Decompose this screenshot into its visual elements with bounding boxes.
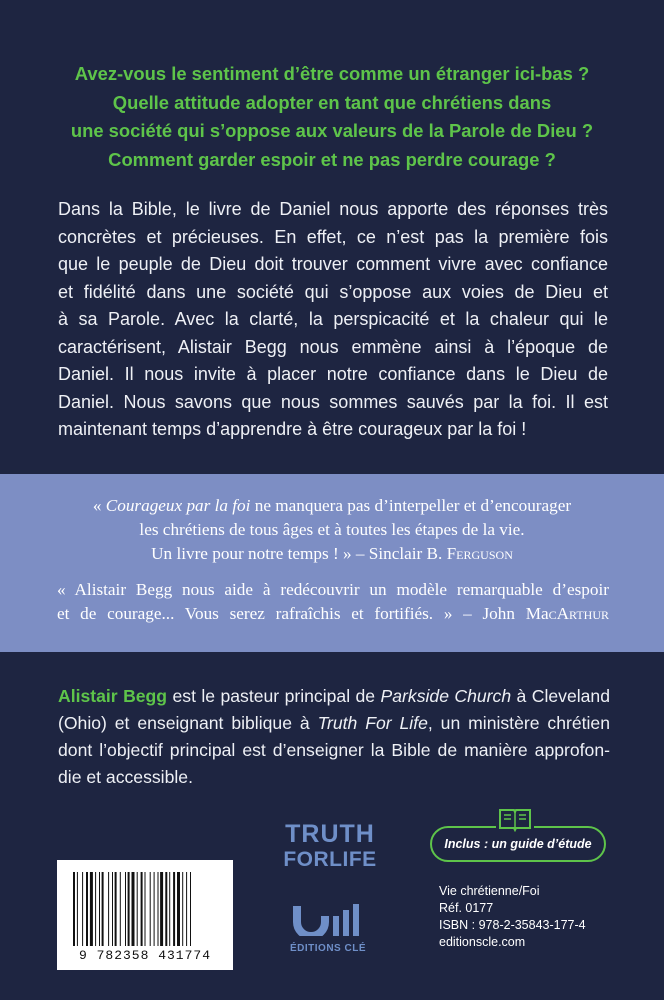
- bio-line: Alistair Begg est le pasteur principal de Parkside Church à Cleveland: [58, 686, 610, 706]
- author-name: Alistair Begg: [58, 686, 168, 706]
- website: editionscle.com: [439, 935, 526, 949]
- question-line: Avez-vous le sentiment d’être comme un étranger ici-bas ?: [74, 63, 590, 84]
- barcode-bars: [73, 872, 217, 946]
- category: Vie chrétienne/Foi: [439, 884, 540, 898]
- intro-line: caractérisent, Alistair Begg nous emmène ainsi à l’époque de: [58, 336, 608, 357]
- editions-cle-name: ÉDITIONS CLÉ: [289, 943, 366, 954]
- study-guide-badge: [430, 826, 606, 862]
- book-title: Courageux par la foi: [105, 496, 251, 515]
- reference: Réf. 0177: [439, 901, 494, 915]
- endorsement-band: [0, 474, 664, 652]
- barcode-digits: 9 782358 431774: [78, 948, 212, 963]
- endorsement-ferguson: [0, 494, 664, 566]
- intro-line: Daniel. Nous savons que nous sommes sauvés par la foi. Il est: [58, 391, 608, 412]
- quote-line: et de courage... Vous serez rafraîchis et fortifiés. » – John MacArthur: [57, 604, 609, 623]
- intro-line: Dans la Bible, le livre de Daniel nous apporte des réponses très: [58, 199, 608, 219]
- editions-cle-logo: [272, 902, 384, 954]
- quote-line: « Alistair Begg nous aide à redécouvrir un modèle remarquable d’espoir: [57, 580, 609, 599]
- author-bio: [58, 683, 610, 791]
- editions-cle-icon: [289, 902, 367, 936]
- bio-line: dont l’objectif principal est d’enseigner la Bible de manière approfon-: [58, 740, 610, 760]
- quote-line: Un livre pour notre temps ! » – Sinclair B. Ferguson: [151, 544, 513, 563]
- intro-line: que le peuple de Dieu doit trouver comment vivre avec confiance: [58, 254, 608, 274]
- intro-line: maintenant temps d’apprendre à être courageux par la foi !: [58, 419, 527, 439]
- question-line: Comment garder espoir et ne pas perdre courage ?: [108, 148, 556, 170]
- endorsement-macarthur: [57, 578, 609, 626]
- publication-info: [439, 883, 639, 951]
- intro-line: et fidélité dans une société qui s’oppose aux voies de Dieu et: [58, 281, 608, 302]
- quote-author: cArthur: [548, 604, 609, 623]
- question-line: une société qui s’oppose aux valeurs de la Parole de Dieu ?: [70, 120, 594, 141]
- intro-line: concrètes et précieuses. En effet, ce n’est pas la première fois: [58, 226, 608, 247]
- intro-paragraph: [58, 196, 608, 444]
- bio-line: (Ohio) et enseignant biblique à Truth For Life, un ministère chrétien: [58, 713, 610, 733]
- intro-line: Daniel. Il nous invite à placer notre confiance dans le Dieu de: [58, 364, 608, 384]
- isbn-barcode: [57, 860, 233, 970]
- bio-line: die et accessible.: [58, 767, 193, 787]
- tfl-logo-line2: FORLIFE: [283, 848, 377, 871]
- question-line: Quelle attitude adopter en tant que chrétiens dans: [112, 91, 552, 113]
- quote-author: Ferguson: [446, 544, 513, 563]
- intro-line: à sa Parole. Avec la clarté, la perspicacité et la chaleur qui le: [58, 309, 608, 329]
- back-cover-questions: [0, 60, 664, 174]
- study-guide-label: Inclus : un guide d’étude: [444, 837, 592, 851]
- quote-line: les chrétiens de tous âges et à toutes les étapes de la vie.: [139, 520, 525, 539]
- isbn: ISBN : 978-2-35843-177-4: [439, 918, 586, 932]
- tfl-logo-line1: TRUTH: [285, 820, 375, 848]
- quote-line: « Courageux par la foi ne manquera pas d’interpeller et d’encourager: [92, 496, 572, 515]
- truth-for-life-logo: [270, 820, 390, 872]
